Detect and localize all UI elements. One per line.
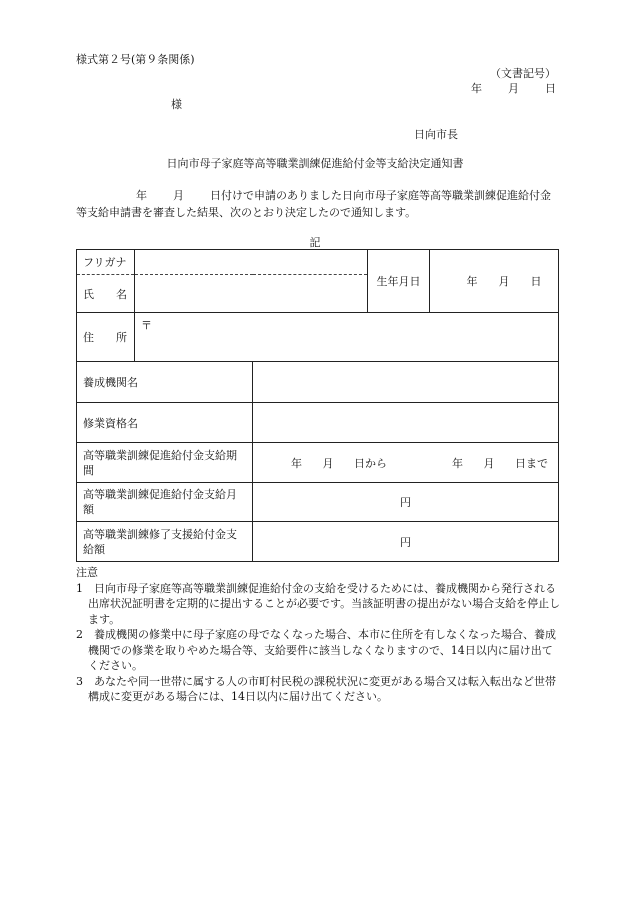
completion-amount-field[interactable]: 円 (253, 522, 559, 562)
institution-field[interactable] (253, 362, 559, 403)
payment-period-label: 高等職業訓練促進給付金支給期間 (77, 443, 253, 483)
monthly-amount-field[interactable]: 円 (253, 483, 559, 522)
intro-text: 日付けで申請のありました日向市母子家庭等高等職業訓練促進給付金等支給申請書を審査した結果、次のとおり決定したので通知します。 (76, 189, 551, 219)
note-item: 1 日向市母子家庭等高等職業訓練促進給付金の支給を受けるためには、養成機関から発行される出席状況証明書を定期的に提出することが必要です。当該証明書の提出がない場合支給を停止します。 (76, 581, 561, 626)
form-number: 様式第２号(第９条関係) (76, 53, 195, 66)
document-number-label: （文書記号） (490, 67, 556, 80)
monthly-amount-label: 高等職業訓練促進給付金支給月額 (77, 483, 253, 522)
name-field[interactable] (135, 275, 368, 313)
intro-month: 月 (173, 189, 184, 202)
period-to-year: 年 (452, 456, 463, 470)
ki-heading: 記 (309, 236, 321, 249)
period-to-day: 日まで (515, 456, 548, 470)
period-from-day: 日から (354, 456, 387, 470)
completion-amount-label: 高等職業訓練修了支援給付金支給額 (77, 522, 253, 562)
period-to-month: 月 (483, 456, 495, 470)
issue-date-year: 年 (471, 82, 482, 95)
period-from-year: 年 (291, 456, 302, 470)
intro-paragraph (76, 187, 560, 221)
institution-label: 養成機関名 (77, 362, 253, 403)
address-field[interactable] (135, 313, 559, 362)
note-item: 3 あなたや同一世帯に属する人の市町村民税の課税状況に変更がある場合又は転入転出など世帯構成に変更がある場合には、14日以内に届け出てください。 (76, 674, 556, 703)
issue-date-day: 日 (545, 82, 556, 95)
birthdate-month: 月 (498, 275, 510, 288)
furigana-field[interactable] (135, 250, 368, 275)
birthdate-field[interactable] (430, 250, 559, 313)
postal-mark: 〒 (141, 319, 152, 332)
payment-period-field[interactable] (253, 443, 559, 483)
furigana-label: フリガナ (77, 250, 135, 275)
qualification-field[interactable] (253, 403, 559, 443)
period-from-month: 月 (322, 456, 334, 470)
issuer-name: 日向市長 (414, 128, 458, 141)
notes-heading: 注意 (76, 566, 98, 579)
intro-year: 年 (136, 189, 147, 202)
birthdate-day: 日 (530, 275, 542, 288)
notification-table (76, 249, 559, 562)
document-title: 日向市母子家庭等高等職業訓練促進給付金等支給決定通知書 (166, 157, 464, 170)
issue-date (471, 82, 556, 96)
addressee-suffix: 様 (171, 98, 182, 111)
notes-section (76, 565, 562, 705)
birthdate-label: 生年月日 (368, 250, 430, 313)
issue-date-month: 月 (508, 82, 519, 95)
name-label: 氏 名 (77, 275, 135, 313)
birthdate-year: 年 (466, 275, 478, 288)
address-label: 住 所 (77, 313, 135, 362)
qualification-label: 修業資格名 (77, 403, 253, 443)
note-item: 2 養成機関の修業中に母子家庭の母でなくなった場合、本市に住所を有しなくなった場合、養成機関での修業を取りやめた場合等、支給要件に該当しなくなりますので、14日以内に届け出てください。 (76, 628, 556, 672)
